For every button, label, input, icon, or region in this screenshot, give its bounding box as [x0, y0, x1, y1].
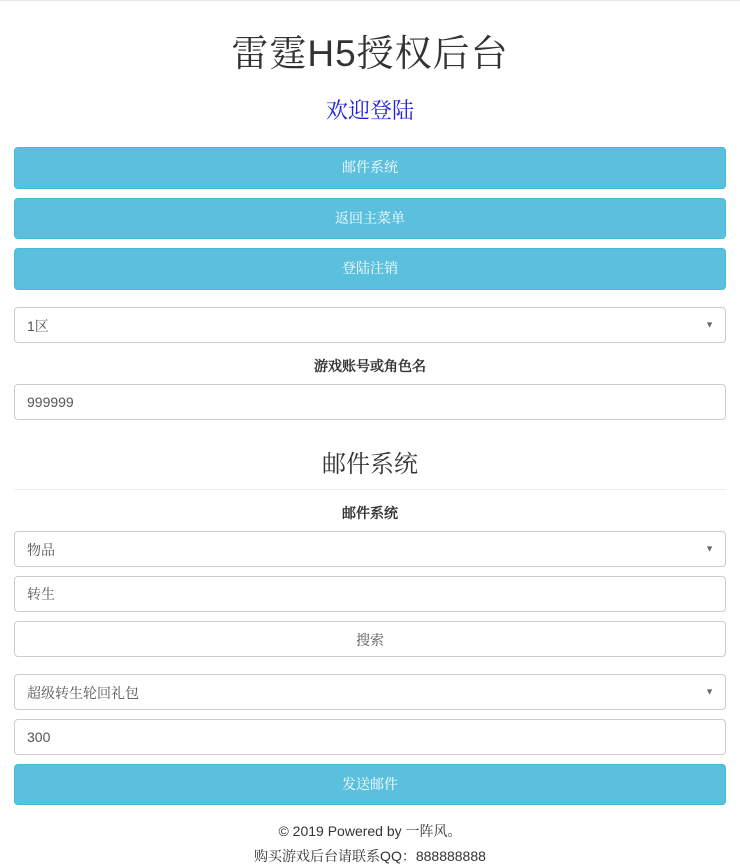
- chevron-down-icon: ▼: [705, 686, 714, 697]
- search-button-label: 搜索: [356, 631, 384, 648]
- amount-input[interactable]: [14, 719, 726, 755]
- chevron-down-icon: ▼: [705, 543, 714, 554]
- account-input[interactable]: [14, 384, 726, 420]
- mail-type-select-value: 物品: [27, 541, 55, 558]
- footer-contact: 购买游戏后台请联系QQ：888888888: [254, 847, 486, 864]
- mail-system-sub-label: 邮件系统: [342, 504, 398, 521]
- keyword-input[interactable]: [14, 576, 726, 612]
- footer: [14, 819, 726, 868]
- send-mail-button[interactable]: 发送邮件: [14, 764, 726, 806]
- footer-copyright: © 2019 Powered by 一阵风。: [278, 823, 462, 840]
- mail-system-button[interactable]: 邮件系统: [14, 147, 726, 189]
- server-select-value: 1区: [27, 317, 49, 334]
- mail-type-select[interactable]: [14, 531, 726, 567]
- welcome-subtitle: 欢迎登陆: [325, 98, 414, 123]
- logout-button[interactable]: 登陆注销: [14, 248, 726, 290]
- nav-button-group: [14, 147, 726, 290]
- page-title: 雷霆H5授权后台: [231, 33, 509, 74]
- item-select-value: 超级转生轮回礼包: [27, 684, 139, 701]
- mail-section-heading: 邮件系统: [14, 444, 726, 490]
- spacer: [14, 299, 726, 307]
- server-select[interactable]: [14, 307, 726, 343]
- chevron-down-icon: ▼: [705, 319, 714, 330]
- top-divider: [0, 0, 740, 1]
- spacer-2: [14, 666, 726, 674]
- search-button[interactable]: [14, 621, 726, 657]
- item-select[interactable]: [14, 674, 726, 710]
- back-to-main-menu-button[interactable]: 返回主菜单: [14, 198, 726, 240]
- account-field-label: 游戏账号或角色名: [314, 357, 426, 374]
